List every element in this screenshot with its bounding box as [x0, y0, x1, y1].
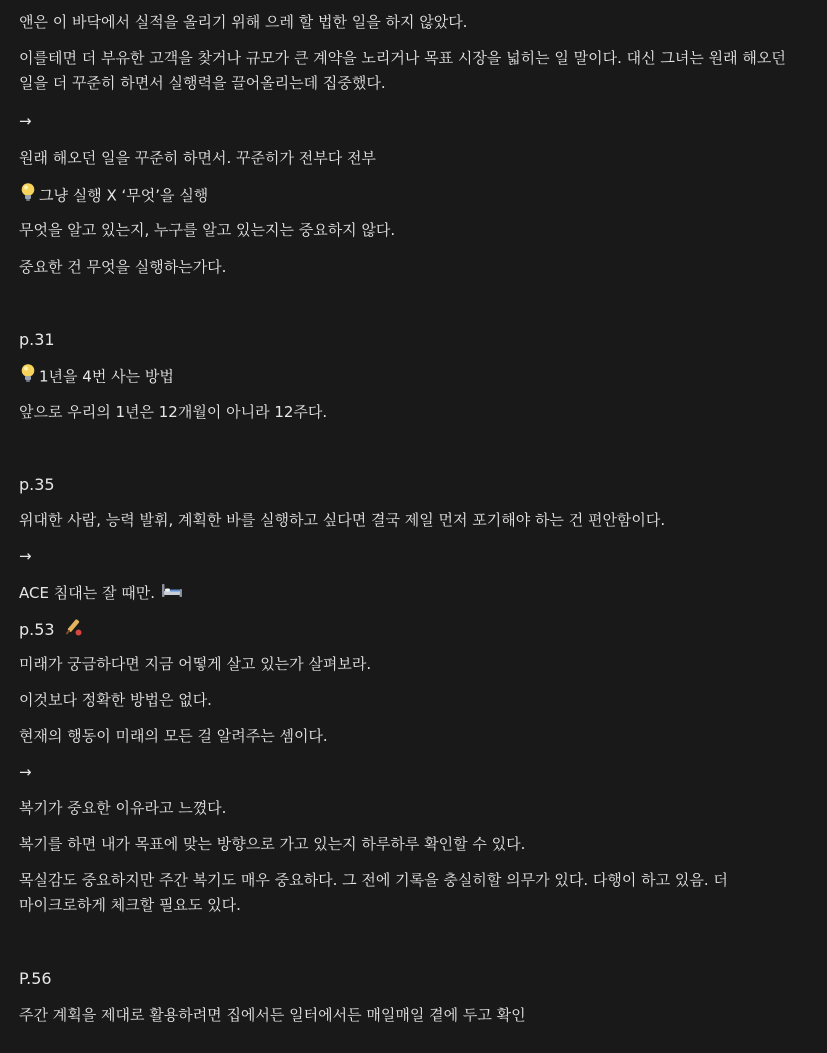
- paragraph: [19, 832, 809, 857]
- arrow-text: →: [19, 112, 32, 130]
- paragraph: [19, 508, 809, 533]
- arrow-text: →: [19, 547, 32, 565]
- cricket-bat-icon: [61, 617, 83, 644]
- arrow-line: [19, 109, 809, 134]
- page-reference-text: p.53: [19, 620, 55, 639]
- paragraph: [19, 688, 809, 713]
- paragraph: [19, 146, 809, 171]
- paragraph-text: 앤은 이 바닥에서 실적을 올리기 위해 으레 할 법한 일을 하지 않았다.: [19, 13, 468, 31]
- paragraph: [19, 1003, 809, 1028]
- paragraph: [19, 255, 809, 280]
- paragraph: [19, 796, 809, 821]
- lightbulb-icon: [19, 363, 37, 391]
- paragraph: [19, 10, 809, 35]
- page-reference-text: p.31: [19, 330, 55, 349]
- paragraph: [19, 46, 809, 96]
- paragraph-text: 주간 계획을 제대로 활용하려면 집에서든 일터에서든 매일매일 곁에 두고 확인: [19, 1006, 526, 1024]
- paragraph-text: 현재의 행동이 미래의 모든 걸 알려주는 셈이다.: [19, 727, 328, 745]
- page-reference: [19, 472, 809, 497]
- paragraph-text: 위대한 사람, 능력 발휘, 계획한 바를 실행하고 싶다면 결국 제일 먼저 포기해야 하는 건 편안함이다.: [19, 511, 666, 529]
- paragraph-text: 미래가 궁금하다면 지금 어떻게 살고 있는가 살펴보라.: [19, 655, 372, 673]
- paragraph-text: 무엇을 알고 있는지, 누구를 알고 있는지는 중요하지 않다.: [19, 221, 396, 239]
- paragraph: [19, 652, 809, 677]
- arrow-text: →: [19, 763, 32, 781]
- paragraph-text: 1년을 4번 사는 방법: [39, 367, 174, 386]
- paragraph-text: 복기가 중요한 이유라고 느꼈다.: [19, 799, 227, 817]
- page-reference: [19, 966, 809, 991]
- arrow-line: [19, 760, 809, 785]
- paragraph-text: 목실감도 중요하지만 주간 복기도 매우 중요하다. 그 전에 기록을 충실히할 의무가 있다. 다행이 하고 있음. 더 마이크로하게 체크할 필요도 있다.: [19, 871, 728, 914]
- paragraph-text: 이것보다 정확한 방법은 없다.: [19, 691, 212, 709]
- page-reference-text: p.35: [19, 475, 55, 494]
- paragraph: [19, 400, 809, 425]
- paragraph-text: 그냥 실행 X ‘무엇’을 실행: [39, 186, 209, 205]
- page-reference-text: P.56: [19, 969, 52, 988]
- paragraph-text: 원래 해오던 일을 꾸준히 하면서. 꾸준히가 전부다 전부: [19, 149, 376, 167]
- paragraph: [19, 363, 809, 391]
- paragraph-text: 이를테면 더 부유한 고객을 찾거나 규모가 큰 계약을 노리거나 목표 시장을 넓히는 일 말이다. 대신 그녀는 원래 해오던 일을 더 꾸준히 하면서 실행력을 끌어올리는데 집중했다.: [19, 49, 786, 92]
- bed-icon: [161, 581, 183, 606]
- paragraph: [19, 218, 809, 243]
- paragraph-text: 중요한 건 무엇을 실행하는가다.: [19, 258, 227, 276]
- paragraph: [19, 724, 809, 749]
- page-reference: [19, 617, 809, 644]
- paragraph: [19, 581, 809, 606]
- paragraph: [19, 182, 809, 210]
- arrow-line: [19, 544, 809, 569]
- page-reference: [19, 327, 809, 352]
- paragraph-text: 복기를 하면 내가 목표에 맞는 방향으로 가고 있는지 하루하루 확인할 수 있다.: [19, 835, 526, 853]
- lightbulb-icon: [19, 182, 37, 210]
- paragraph: [19, 868, 809, 918]
- paragraph-text: 앞으로 우리의 1년은 12개월이 아니라 12주다.: [19, 403, 328, 421]
- paragraph-text: ACE 침대는 잘 때만.: [19, 584, 155, 602]
